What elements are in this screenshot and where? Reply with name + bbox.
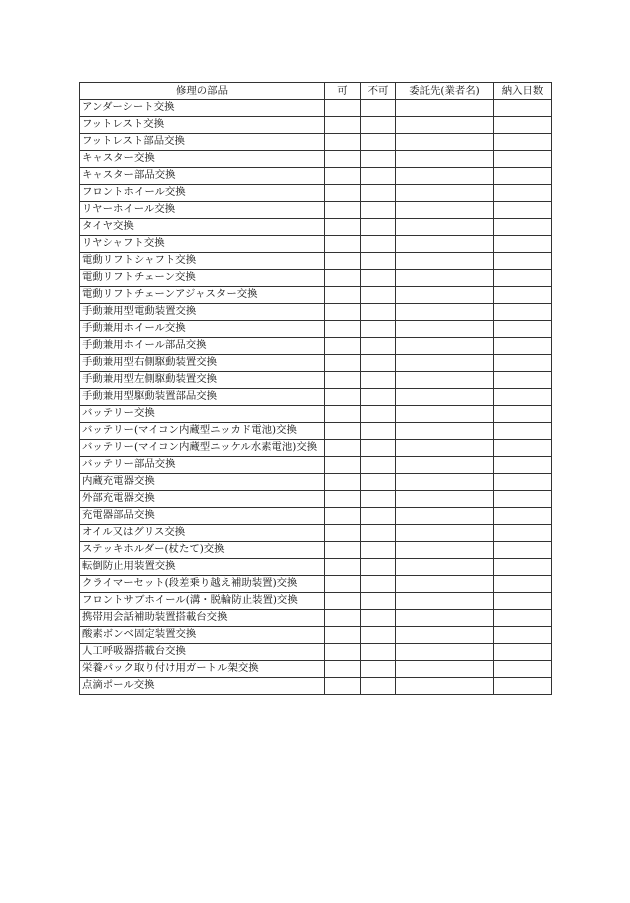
delivery-days-cell: [494, 610, 552, 627]
possible-cell: [325, 627, 361, 644]
possible-cell: [325, 117, 361, 134]
possible-cell: [325, 372, 361, 389]
contractor-cell: [396, 508, 494, 525]
possible-cell: [325, 185, 361, 202]
possible-cell: [325, 559, 361, 576]
contractor-cell: [396, 236, 494, 253]
contractor-cell: [396, 372, 494, 389]
not-possible-cell: [361, 389, 396, 406]
not-possible-cell: [361, 219, 396, 236]
header-contractor: 委託先(業者名): [396, 83, 494, 100]
repair-part-name: バッテリー(マイコン内蔵型ニッカド電池)交換: [80, 423, 325, 440]
repair-part-name: ステッキホルダー(杖たて)交換: [80, 542, 325, 559]
contractor-cell: [396, 134, 494, 151]
not-possible-cell: [361, 440, 396, 457]
contractor-cell: [396, 355, 494, 372]
possible-cell: [325, 389, 361, 406]
delivery-days-cell: [494, 185, 552, 202]
delivery-days-cell: [494, 372, 552, 389]
contractor-cell: [396, 627, 494, 644]
table-row: [80, 202, 552, 219]
possible-cell: [325, 644, 361, 661]
not-possible-cell: [361, 338, 396, 355]
possible-cell: [325, 134, 361, 151]
contractor-cell: [396, 525, 494, 542]
table-row: [80, 542, 552, 559]
repair-part-name: キャスター部品交換: [80, 168, 325, 185]
not-possible-cell: [361, 151, 396, 168]
repair-part-name: フロントサブホイール(溝・脱輪防止装置)交換: [80, 593, 325, 610]
repair-part-name: 携帯用会話補助装置搭載台交換: [80, 610, 325, 627]
not-possible-cell: [361, 287, 396, 304]
contractor-cell: [396, 423, 494, 440]
possible-cell: [325, 440, 361, 457]
table-row: [80, 559, 552, 576]
table-body: [80, 100, 552, 695]
repair-part-name: 手動兼用型左側駆動装置交換: [80, 372, 325, 389]
possible-cell: [325, 525, 361, 542]
possible-cell: [325, 576, 361, 593]
table-row: [80, 168, 552, 185]
table-row: [80, 117, 552, 134]
repair-part-name: リヤシャフト交換: [80, 236, 325, 253]
table-row: [80, 355, 552, 372]
not-possible-cell: [361, 168, 396, 185]
repair-part-name: 手動兼用型駆動装置部品交換: [80, 389, 325, 406]
possible-cell: [325, 593, 361, 610]
table-row: [80, 644, 552, 661]
repair-part-name: 人工呼吸器搭載台交換: [80, 644, 325, 661]
delivery-days-cell: [494, 338, 552, 355]
table-row: [80, 678, 552, 695]
table-row: [80, 389, 552, 406]
contractor-cell: [396, 678, 494, 695]
table-row: [80, 576, 552, 593]
delivery-days-cell: [494, 100, 552, 117]
repair-part-name: フロントホイール交換: [80, 185, 325, 202]
possible-cell: [325, 678, 361, 695]
repair-part-name: バッテリー(マイコン内蔵型ニッケル水素電池)交換: [80, 440, 325, 457]
delivery-days-cell: [494, 576, 552, 593]
delivery-days-cell: [494, 525, 552, 542]
contractor-cell: [396, 202, 494, 219]
not-possible-cell: [361, 678, 396, 695]
delivery-days-cell: [494, 627, 552, 644]
not-possible-cell: [361, 423, 396, 440]
contractor-cell: [396, 253, 494, 270]
possible-cell: [325, 610, 361, 627]
contractor-cell: [396, 576, 494, 593]
table-header-row: [80, 83, 552, 100]
repair-parts-table: [79, 82, 552, 695]
delivery-days-cell: [494, 168, 552, 185]
not-possible-cell: [361, 610, 396, 627]
table-row: [80, 593, 552, 610]
delivery-days-cell: [494, 270, 552, 287]
possible-cell: [325, 457, 361, 474]
delivery-days-cell: [494, 423, 552, 440]
possible-cell: [325, 661, 361, 678]
possible-cell: [325, 542, 361, 559]
table-row: [80, 627, 552, 644]
repair-part-name: 内蔵充電器交換: [80, 474, 325, 491]
repair-part-name: キャスター交換: [80, 151, 325, 168]
possible-cell: [325, 338, 361, 355]
header-part: 修理の部品: [80, 83, 325, 100]
delivery-days-cell: [494, 593, 552, 610]
contractor-cell: [396, 287, 494, 304]
repair-part-name: 栄養パック取り付け用ガートル架交換: [80, 661, 325, 678]
not-possible-cell: [361, 525, 396, 542]
delivery-days-cell: [494, 457, 552, 474]
repair-part-name: 電動リフトチェーンアジャスター交換: [80, 287, 325, 304]
not-possible-cell: [361, 372, 396, 389]
table-row: [80, 151, 552, 168]
not-possible-cell: [361, 355, 396, 372]
table-row: [80, 457, 552, 474]
repair-part-name: 電動リフトシャフト交換: [80, 253, 325, 270]
repair-part-name: バッテリー部品交換: [80, 457, 325, 474]
not-possible-cell: [361, 134, 396, 151]
table-row: [80, 423, 552, 440]
delivery-days-cell: [494, 474, 552, 491]
possible-cell: [325, 287, 361, 304]
table-row: [80, 219, 552, 236]
not-possible-cell: [361, 644, 396, 661]
header-possible: 可: [325, 83, 361, 100]
possible-cell: [325, 219, 361, 236]
not-possible-cell: [361, 406, 396, 423]
delivery-days-cell: [494, 304, 552, 321]
repair-part-name: タイヤ交換: [80, 219, 325, 236]
possible-cell: [325, 202, 361, 219]
repair-part-name: フットレスト交換: [80, 117, 325, 134]
possible-cell: [325, 406, 361, 423]
delivery-days-cell: [494, 389, 552, 406]
table-row: [80, 406, 552, 423]
not-possible-cell: [361, 100, 396, 117]
delivery-days-cell: [494, 287, 552, 304]
contractor-cell: [396, 338, 494, 355]
table-row: [80, 508, 552, 525]
table-row: [80, 440, 552, 457]
possible-cell: [325, 474, 361, 491]
possible-cell: [325, 508, 361, 525]
table-row: [80, 270, 552, 287]
table-row: [80, 236, 552, 253]
possible-cell: [325, 253, 361, 270]
repair-part-name: バッテリー交換: [80, 406, 325, 423]
contractor-cell: [396, 644, 494, 661]
contractor-cell: [396, 491, 494, 508]
repair-part-name: 外部充電器交換: [80, 491, 325, 508]
delivery-days-cell: [494, 321, 552, 338]
repair-part-name: 電動リフトチェーン交換: [80, 270, 325, 287]
not-possible-cell: [361, 253, 396, 270]
delivery-days-cell: [494, 440, 552, 457]
delivery-days-cell: [494, 253, 552, 270]
delivery-days-cell: [494, 219, 552, 236]
header-not-possible: 不可: [361, 83, 396, 100]
not-possible-cell: [361, 576, 396, 593]
repair-part-name: オイル又はグリス交換: [80, 525, 325, 542]
repair-part-name: 点滴ポール交換: [80, 678, 325, 695]
table-row: [80, 253, 552, 270]
delivery-days-cell: [494, 644, 552, 661]
possible-cell: [325, 270, 361, 287]
not-possible-cell: [361, 474, 396, 491]
possible-cell: [325, 151, 361, 168]
possible-cell: [325, 321, 361, 338]
repair-part-name: 手動兼用ホイール部品交換: [80, 338, 325, 355]
delivery-days-cell: [494, 134, 552, 151]
not-possible-cell: [361, 321, 396, 338]
contractor-cell: [396, 219, 494, 236]
not-possible-cell: [361, 627, 396, 644]
possible-cell: [325, 423, 361, 440]
table-row: [80, 287, 552, 304]
table-row: [80, 525, 552, 542]
not-possible-cell: [361, 236, 396, 253]
not-possible-cell: [361, 270, 396, 287]
repair-part-name: フットレスト部品交換: [80, 134, 325, 151]
possible-cell: [325, 491, 361, 508]
contractor-cell: [396, 661, 494, 678]
contractor-cell: [396, 270, 494, 287]
contractor-cell: [396, 321, 494, 338]
not-possible-cell: [361, 559, 396, 576]
delivery-days-cell: [494, 117, 552, 134]
delivery-days-cell: [494, 559, 552, 576]
delivery-days-cell: [494, 202, 552, 219]
delivery-days-cell: [494, 491, 552, 508]
repair-part-name: 充電器部品交換: [80, 508, 325, 525]
contractor-cell: [396, 185, 494, 202]
not-possible-cell: [361, 661, 396, 678]
repair-part-name: リヤーホイール交換: [80, 202, 325, 219]
delivery-days-cell: [494, 236, 552, 253]
contractor-cell: [396, 610, 494, 627]
not-possible-cell: [361, 457, 396, 474]
table-row: [80, 185, 552, 202]
table-row: [80, 304, 552, 321]
delivery-days-cell: [494, 406, 552, 423]
repair-part-name: 手動兼用ホイール交換: [80, 321, 325, 338]
contractor-cell: [396, 593, 494, 610]
not-possible-cell: [361, 202, 396, 219]
contractor-cell: [396, 151, 494, 168]
possible-cell: [325, 100, 361, 117]
contractor-cell: [396, 168, 494, 185]
not-possible-cell: [361, 542, 396, 559]
table-row: [80, 372, 552, 389]
table-row: [80, 134, 552, 151]
not-possible-cell: [361, 508, 396, 525]
possible-cell: [325, 355, 361, 372]
contractor-cell: [396, 100, 494, 117]
not-possible-cell: [361, 117, 396, 134]
contractor-cell: [396, 117, 494, 134]
table-row: [80, 474, 552, 491]
header-delivery-days: 納入日数: [494, 83, 552, 100]
delivery-days-cell: [494, 661, 552, 678]
delivery-days-cell: [494, 355, 552, 372]
repair-part-name: クライマーセット(段差乗り越え補助装置)交換: [80, 576, 325, 593]
possible-cell: [325, 168, 361, 185]
possible-cell: [325, 304, 361, 321]
contractor-cell: [396, 542, 494, 559]
not-possible-cell: [361, 491, 396, 508]
contractor-cell: [396, 406, 494, 423]
contractor-cell: [396, 304, 494, 321]
table-row: [80, 338, 552, 355]
delivery-days-cell: [494, 542, 552, 559]
repair-part-name: 手動兼用型右側駆動装置交換: [80, 355, 325, 372]
delivery-days-cell: [494, 678, 552, 695]
table-row: [80, 610, 552, 627]
repair-part-name: 手動兼用型電動装置交換: [80, 304, 325, 321]
contractor-cell: [396, 389, 494, 406]
table-row: [80, 100, 552, 117]
contractor-cell: [396, 440, 494, 457]
repair-part-name: 転倒防止用装置交換: [80, 559, 325, 576]
contractor-cell: [396, 457, 494, 474]
contractor-cell: [396, 559, 494, 576]
table-row: [80, 661, 552, 678]
table-row: [80, 321, 552, 338]
repair-part-name: 酸素ボンベ固定装置交換: [80, 627, 325, 644]
repair-part-name: アンダーシート交換: [80, 100, 325, 117]
not-possible-cell: [361, 185, 396, 202]
delivery-days-cell: [494, 508, 552, 525]
table-row: [80, 491, 552, 508]
delivery-days-cell: [494, 151, 552, 168]
possible-cell: [325, 236, 361, 253]
not-possible-cell: [361, 593, 396, 610]
not-possible-cell: [361, 304, 396, 321]
contractor-cell: [396, 474, 494, 491]
